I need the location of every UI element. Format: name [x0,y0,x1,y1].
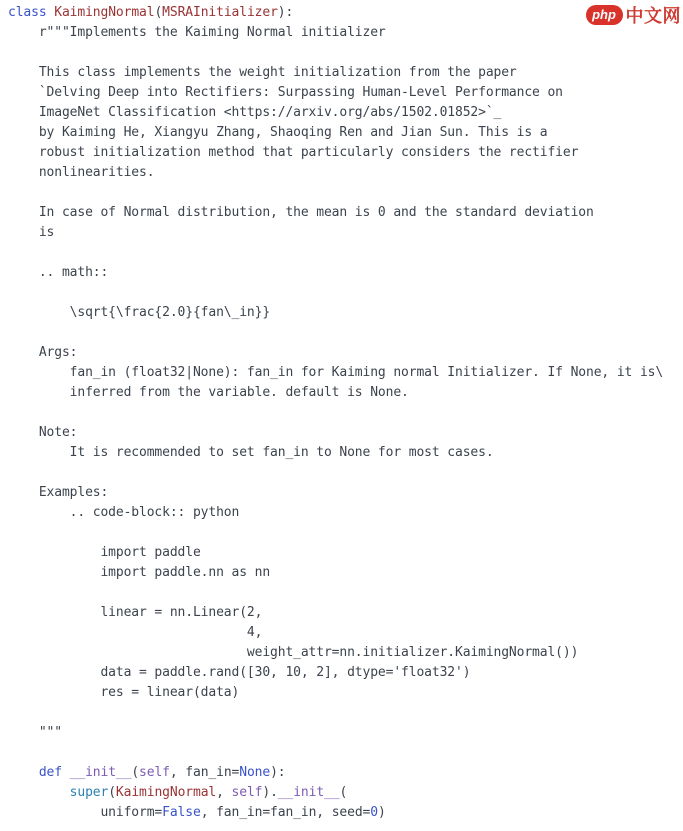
site-name: 中文网 [625,6,681,26]
code-line [8,183,683,203]
code-line: import paddle [8,545,201,560]
code-line: 4, [8,625,263,640]
code-line: r"""Implements the Kaiming Normal initializer [8,25,386,40]
code-line: fan_in (float32|None): fan_in for Kaiming normal Initializer. If None, it is\ [8,365,664,380]
code-line [8,743,683,763]
code-line [8,583,683,603]
site-logo [586,2,682,28]
code-line: weight_attr=nn.initializer.KaimingNormal()) [8,645,579,660]
code-line: class KaimingNormal(MSRAInitializer): [8,5,294,20]
code-line: .. code-block:: python [8,505,240,520]
code-line [8,403,683,423]
code-line: super(KaimingNormal, self).__init__( [69,785,348,800]
code-line: data = paddle.rand([30, 10, 2], dtype='float32') [8,665,471,680]
php-logo-text: php [592,7,616,22]
php-logo-badge [586,5,623,25]
code-line: \sqrt{\frac{2.0}{fan\_in}} [8,305,271,320]
code-line: import paddle.nn as nn [8,565,271,580]
code-line: by Kaiming He, Xiangyu Zhang, Shaoqing Ren and Jian Sun. This is a [8,125,548,140]
code-line: def __init__(self, fan_in=None): [38,765,286,780]
code-line [8,323,683,343]
code-line: This class implements the weight initialization from the paper [8,65,517,80]
code-line [8,703,683,723]
code-line: inferred from the variable. default is None. [8,385,409,400]
code-line: Args: [8,345,78,360]
code-line: Examples: [8,485,109,500]
code-line [8,43,683,63]
code-line: robust initialization method that particularly considers the rectifier [8,145,579,160]
code-line: nonlinearities. [8,165,155,180]
code-line: `Delving Deep into Rectifiers: Surpassing Human-Level Performance on [8,85,563,100]
code-line: """ [8,725,62,740]
code-line [8,243,683,263]
code-line: It is recommended to set fan_in to None for most cases. [8,445,494,460]
code-line: Note: [8,425,78,440]
code-line: ImageNet Classification <https://arxiv.org/abs/1502.01852>`_ [8,105,502,120]
code-line: res = linear(data) [8,685,240,700]
code-line: uniform=False, fan_in=fan_in, seed=0) [8,805,386,820]
code-line [8,523,683,543]
code-line: .. math:: [8,265,109,280]
code-line: linear = nn.Linear(2, [8,605,263,620]
code-line: In case of Normal distribution, the mean is 0 and the standard deviation [8,205,594,220]
code-line: is [8,225,55,240]
code-line [8,283,683,303]
code-line [8,463,683,483]
